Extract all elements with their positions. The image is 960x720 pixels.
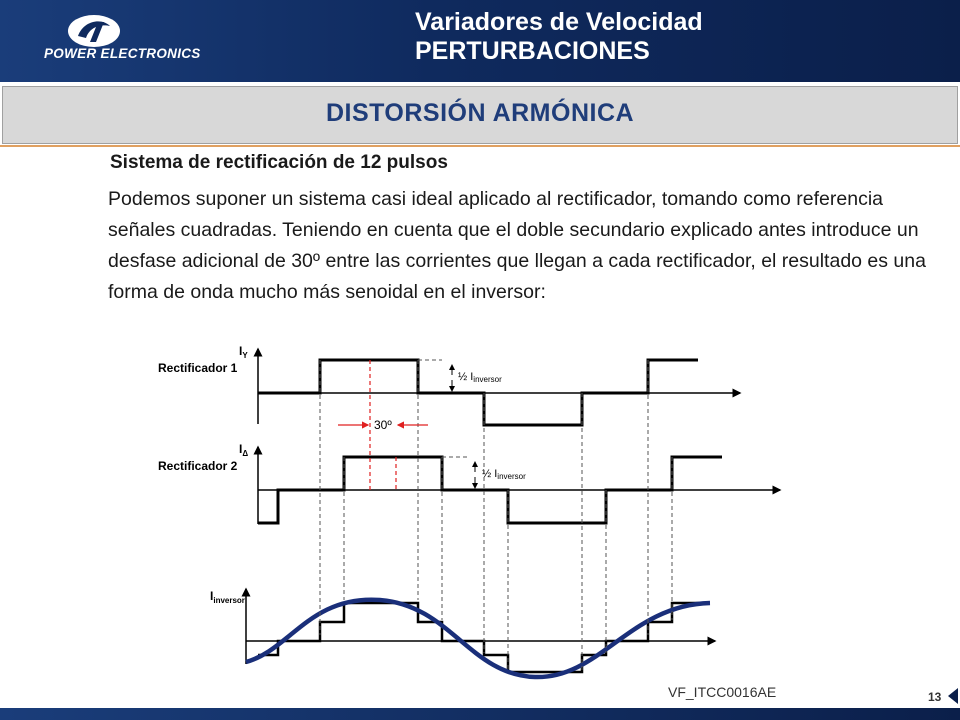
page-number: 13 bbox=[928, 690, 942, 704]
iy-label: $I_Y$ bbox=[239, 344, 248, 360]
power-electronics-logo-icon bbox=[64, 12, 124, 50]
rect2-label: Rectificador 2 bbox=[158, 459, 238, 473]
phase-shift-label: 30º bbox=[374, 418, 392, 432]
page-title bbox=[415, 8, 703, 66]
logo-text: POWER ELECTRONICS bbox=[44, 46, 201, 61]
half-current-label-2: ½ Iinversor bbox=[482, 468, 526, 481]
body-paragraph: Podemos suponer un sistema casi ideal aplicado al rectificador, tomando como referencia señales cuadradas. Teniendo en cuenta que el doble secundario explicado antes introduce un desfase adicional de 30º entre las corrientes que llegan a cada rectificador, el resultado es una forma de onda mucho más senoidal en el inversor: bbox=[108, 188, 926, 303]
slide-subtitle: Sistema de rectificación de 12 pulsos bbox=[110, 152, 448, 173]
iinversor-label: $I_{inversor}$ bbox=[210, 589, 245, 605]
banner-divider bbox=[0, 145, 960, 147]
section-heading: DISTORSIÓN ARMÓNICA bbox=[325, 99, 635, 127]
header-divider bbox=[0, 82, 960, 85]
section-banner bbox=[2, 86, 958, 144]
half-current-label-1: ½ Iinversor bbox=[458, 371, 502, 384]
header-bar bbox=[0, 0, 960, 82]
rect1-label: Rectificador 1 bbox=[158, 361, 238, 375]
figure-reference: VF_ITCC0016AE bbox=[668, 684, 777, 700]
title-line-1: Variadores de Velocidad bbox=[415, 8, 703, 36]
next-slide-arrow-icon[interactable] bbox=[948, 688, 958, 704]
inversor-sine-curve bbox=[246, 600, 710, 677]
rectifier2-waveform bbox=[258, 457, 722, 523]
footer-bar bbox=[0, 708, 960, 720]
idelta-label: $I_\Delta$ bbox=[239, 442, 249, 458]
title-line-2: PERTURBACIONES bbox=[415, 37, 650, 65]
waveform-figure bbox=[150, 335, 790, 685]
